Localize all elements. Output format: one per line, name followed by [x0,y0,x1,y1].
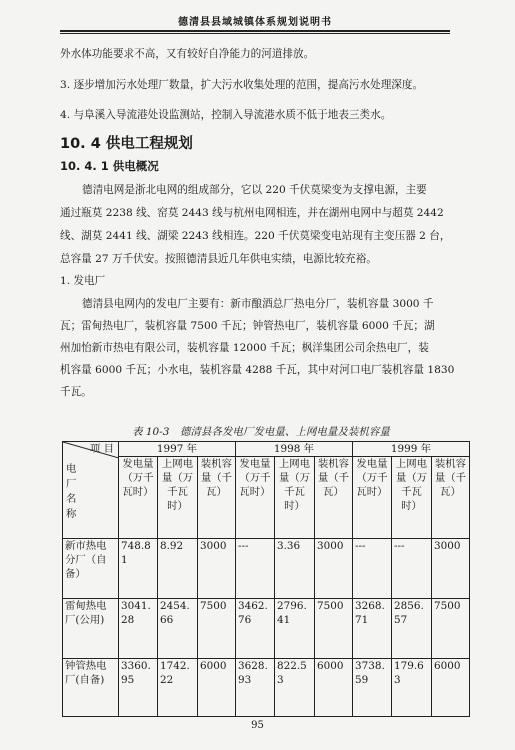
data-cell: 6000 [315,659,353,717]
paragraph-line: 州加怡新市热电有限公司，装机容量 12000 千瓦；枫洋集团公司余热电厂，装 [60,342,429,354]
data-cell: 2856.57 [392,599,432,659]
data-cell: 3.36 [275,539,315,599]
list-item: 1. 发电厂 [60,275,106,287]
paragraph-line: 机容量 6000 千瓦；小水电，装机容量 4288 千瓦，其中对河口电厂装机容量 1830 [60,364,455,376]
data-cell: 2796.41 [275,599,315,659]
plant-name-cell: 钟管热电厂(自备) [63,659,119,717]
data-cell: 3360.95 [119,659,158,717]
column-header: 上网电量（万千瓦时） [275,457,315,539]
page-number: 95 [251,720,264,731]
column-header: 发电量（万千瓦时） [236,457,275,539]
data-cell: 7500 [432,599,470,659]
column-header: 装机容量（千瓦） [315,457,353,539]
intro-line: 4. 与阜溪入导流港处设监测站，控制入导流港水质不低于地表三类水。 [60,109,392,121]
data-cell: --- [353,539,392,599]
data-cell: 3268.71 [353,599,392,659]
intro-line: 外水体功能要求不高，又有较好自净能力的河道排放。 [60,48,315,60]
column-header: 发电量（万千瓦时） [119,457,158,539]
data-cell: 6000 [198,659,236,717]
data-cell: --- [392,539,432,599]
paragraph-line: 瓦；雷甸热电厂，装机容量 7500 千瓦；钟管热电厂，装机容量 6000 千瓦；湖 [60,320,435,332]
column-header: 发电量（万千瓦时） [353,457,392,539]
table-row [63,599,470,659]
running-header: 德清县县域城镇体系规划说明书 [178,17,332,28]
paragraph-line: 总容量 27 万千伏安。按照德清县近几年供电实绩，电源比较充裕。 [60,253,377,265]
data-cell: --- [236,539,275,599]
data-cell: 748.81 [119,539,158,599]
data-cell: 3000 [432,539,470,599]
paragraph-line: 通过瓶莫 2238 线、窑莫 2443 线与杭州电网相连，并在湖州电网中与超莫 2442 [60,207,444,219]
data-cell: 7500 [315,599,353,659]
power-plant-table [62,441,470,717]
plant-name-cell: 新市热电分厂（自备） [63,539,119,599]
corner-header-top: 项 目 [89,443,114,455]
plant-name-cell: 雷甸热电厂(公用) [63,599,119,659]
data-cell: 3000 [198,539,236,599]
data-cell: 1742.22 [158,659,198,717]
data-cell: 3041.28 [119,599,158,659]
data-cell: 3000 [315,539,353,599]
year-header: 1998 年 [236,442,353,457]
table-caption: 表 10-3 德清县各发电厂发电量、上网电量及装机容量 [132,426,390,438]
paragraph-line: 德清电网是浙北电网的组成部分，它以 220 千伏莫梁变为支撑电源，主要 [82,184,427,196]
paragraph-line: 千瓦。 [60,386,92,398]
intro-line: 3. 逐步增加污水处理厂数量，扩大污水收集处理的范围，提高污水处理深度。 [60,79,424,91]
subsection-heading: 10. 4. 1 供电概况 [60,159,159,173]
year-header: 1999 年 [353,442,470,457]
data-cell: 179.63 [392,659,432,717]
header-rule-thin [60,33,450,34]
paragraph-line: 线、湖莫 2441 线、湖梁 2243 线相连。220 千伏莫梁变电站现有主变压器 2 台， [60,230,451,242]
table-row [63,539,470,599]
data-cell: 6000 [432,659,470,717]
corner-header-side: 电厂名称 [66,463,77,520]
data-cell: 2454.66 [158,599,198,659]
data-cell: 3462.76 [236,599,275,659]
table-row [63,659,470,717]
data-cell: 8.92 [158,539,198,599]
column-header: 上网电量（万千瓦时） [392,457,432,539]
column-header: 装机容量（千瓦） [432,457,470,539]
year-header: 1997 年 [119,442,236,457]
data-cell: 3628.93 [236,659,275,717]
table-corner-cell [63,442,119,539]
header-rule [60,30,450,32]
section-heading: 10. 4 供电工程规划 [60,136,193,152]
paragraph-line: 德清县电网内的发电厂主要有：新市酿酒总厂热电分厂，装机容量 3000 千 [82,298,434,310]
column-header: 上网电量（万千瓦时） [158,457,198,539]
data-cell: 3738.59 [353,659,392,717]
column-header: 装机容量（千瓦） [198,457,236,539]
data-cell: 7500 [198,599,236,659]
data-cell: 822.53 [275,659,315,717]
